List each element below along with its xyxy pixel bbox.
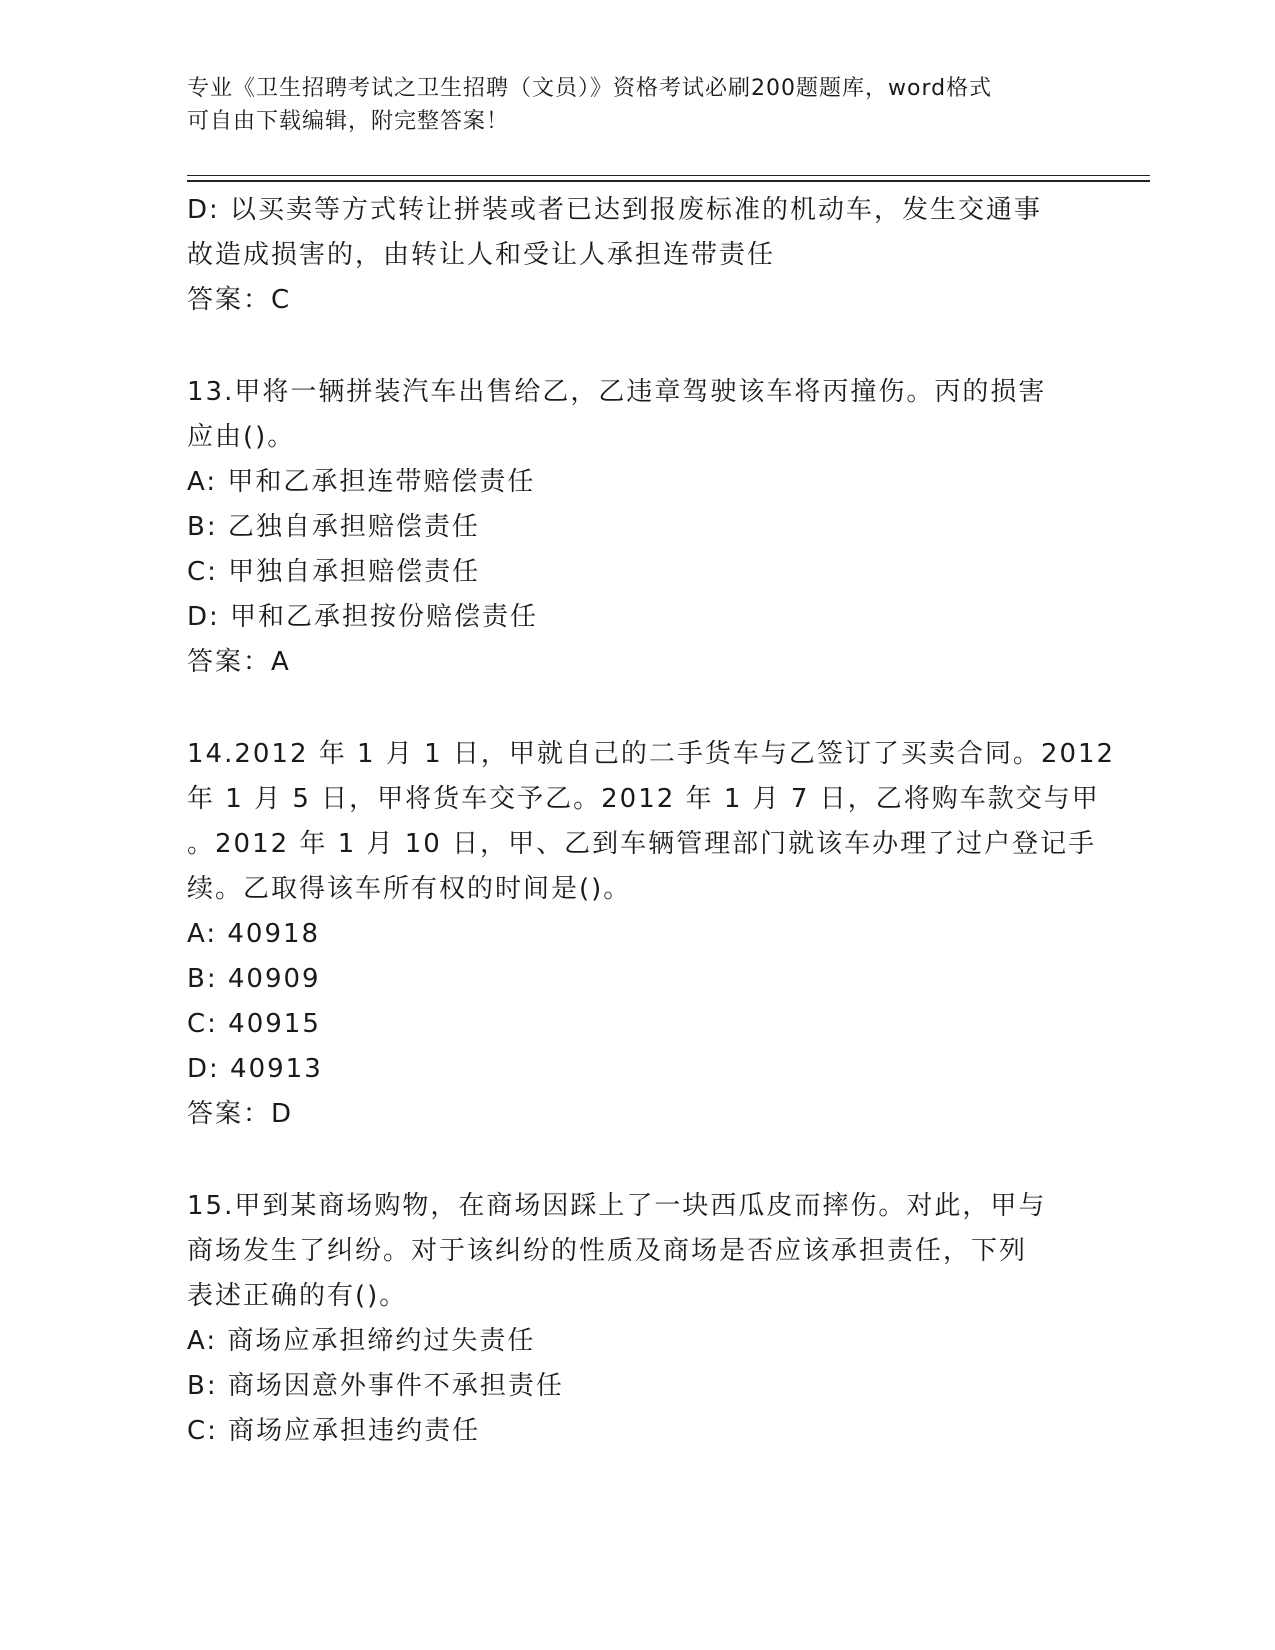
- option-a: A: 商场应承担缔约过失责任: [187, 1326, 536, 1356]
- option-d-line-1: D: 以买卖等方式转让拼装或者已达到报废标准的机动车，发生交通事: [187, 195, 1043, 225]
- header-title-line-2: 可自由下载编辑，附完整答案！: [187, 109, 510, 134]
- option-b: B: 商场因意外事件不承担责任: [187, 1371, 564, 1401]
- option-a: A: 40918: [187, 919, 321, 949]
- option-a: A: 甲和乙承担连带赔偿责任: [187, 467, 536, 497]
- question-15: [187, 1184, 1087, 1454]
- question-stem-line: 。2012 年 1 月 10 日，甲、乙到车辆管理部门就该车办理了过户登记手: [187, 829, 1097, 859]
- question-stem-line: 商场发生了纠纷。对于该纠纷的性质及商场是否应该承担责任，下列: [187, 1236, 1028, 1266]
- answer-line: 答案：A: [187, 647, 291, 677]
- question-13: [187, 370, 1087, 685]
- question-12-tail: [187, 188, 1087, 323]
- question-stem-line: 年 1 月 5 日，甲将货车交予乙。2012 年 1 月 7 日，乙将购车款交与甲: [187, 784, 1100, 814]
- spacer: [187, 1137, 1087, 1184]
- answer-line: 答案：D: [187, 1099, 294, 1129]
- spacer: [187, 323, 1087, 370]
- page-header: [187, 72, 1087, 138]
- answer-line: 答案：C: [187, 285, 292, 315]
- option-c: C: 甲独自承担赔偿责任: [187, 557, 481, 587]
- option-b: B: 乙独自承担赔偿责任: [187, 512, 480, 542]
- question-stem-line: 表述正确的有()。: [187, 1281, 408, 1311]
- question-stem-line: 13.甲将一辆拼装汽车出售给乙，乙违章驾驶该车将丙撞伤。丙的损害: [187, 377, 1047, 407]
- header-title-line-1: 专业《卫生招聘考试之卫生招聘（文员）》资格考试必刷200题题库，word格式: [187, 76, 993, 101]
- option-c: C: 40915: [187, 1009, 321, 1039]
- question-stem-line: 14.2012 年 1 月 1 日，甲就自己的二手货车与乙签订了买卖合同。2012: [187, 739, 1116, 769]
- option-d: D: 40913: [187, 1054, 323, 1084]
- option-d: D: 甲和乙承担按份赔偿责任: [187, 602, 539, 632]
- option-b: B: 40909: [187, 964, 321, 994]
- question-stem-line: 15.甲到某商场购物，在商场因踩上了一块西瓜皮而摔伤。对此，甲与: [187, 1191, 1047, 1221]
- question-14: [187, 732, 1116, 1137]
- question-stem-line: 应由()。: [187, 422, 296, 452]
- question-stem-line: 续。乙取得该车所有权的时间是()。: [187, 874, 632, 904]
- header-rule-thin: [187, 175, 1150, 176]
- option-c: C: 商场应承担违约责任: [187, 1416, 481, 1446]
- header-rule-thick: [187, 180, 1150, 182]
- spacer: [187, 685, 1087, 732]
- document-body: [187, 188, 1116, 1454]
- option-d-line-2: 故造成损害的，由转让人和受让人承担连带责任: [187, 240, 776, 270]
